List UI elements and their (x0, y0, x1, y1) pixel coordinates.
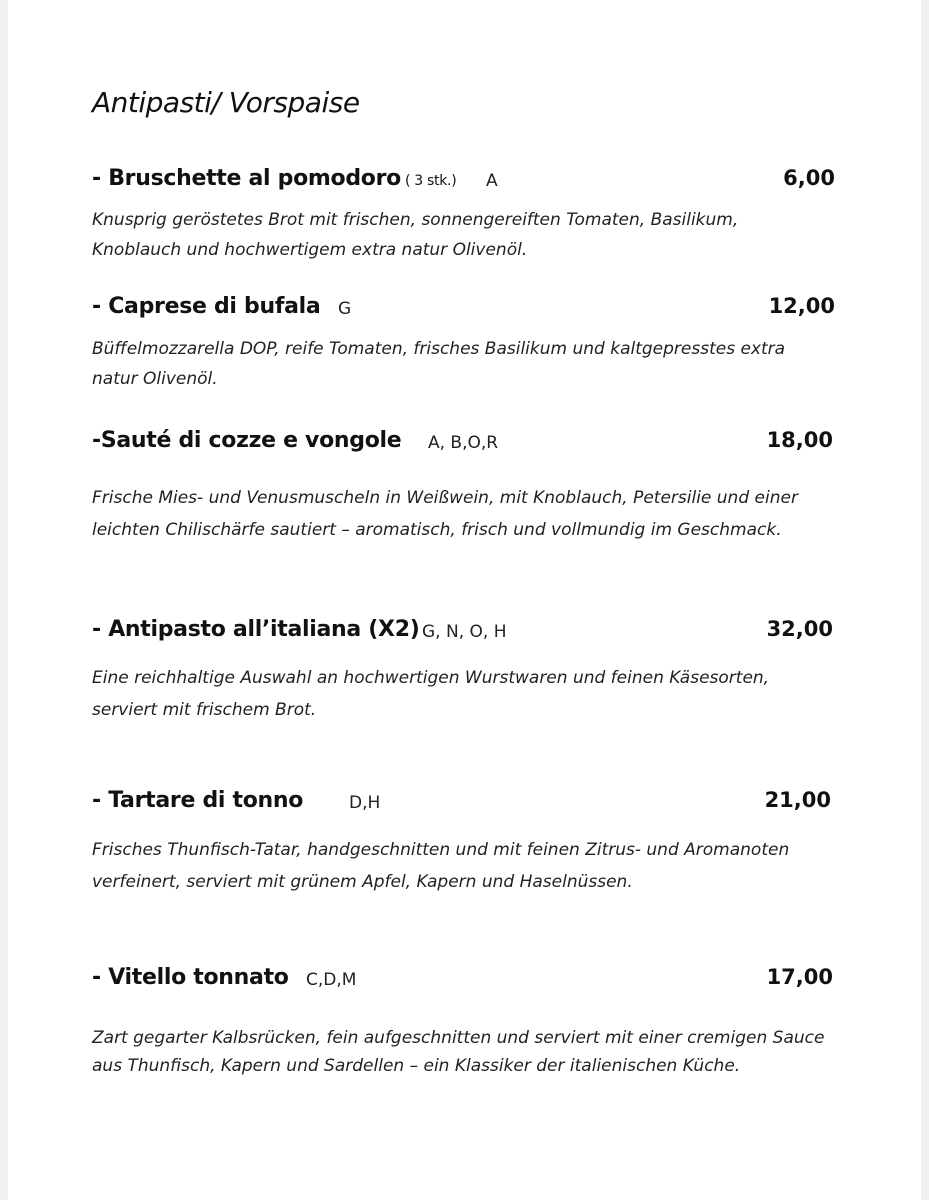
item-description: Büffelmozzarella DOP, reife Tomaten, frisches Basilikum und kaltgepresstes extra natur Olivenöl. (92, 339, 786, 389)
item-allergens: D,H (349, 793, 381, 813)
item-name: - Tartare di tonno (92, 788, 304, 813)
item-name: - Vitello tonnato (92, 965, 289, 990)
menu-page (8, 0, 921, 1200)
menu-item-tartare (92, 788, 835, 820)
item-allergens: A (486, 171, 498, 191)
menu-item-saute (92, 428, 835, 460)
item-portion: ( 3 stk.) (404, 173, 457, 189)
item-description: Zart gegarter Kalbsrücken, fein aufgeschnitten und serviert mit einer cremigen Sauce aus Thunfisch, Kapern und Sardellen – ein Klassiker der italienischen Küche. (92, 1028, 825, 1076)
item-name: -Sauté di cozze e vongole (92, 428, 402, 453)
menu-item-antipasto (92, 617, 835, 649)
section-title: Antipasti/ Vorspaise (92, 86, 360, 119)
item-name: - Antipasto all’italiana (X2) (92, 617, 420, 642)
item-price: 12,00 (768, 294, 835, 318)
item-price: 6,00 (783, 166, 835, 190)
item-price: 21,00 (764, 788, 831, 812)
item-allergens: A, B,O,R (428, 433, 499, 453)
menu-item-bruschette (92, 166, 835, 198)
item-allergens: C,D,M (306, 970, 357, 990)
item-name: - Bruschette al pomodoro ( 3 stk.) (92, 166, 457, 191)
menu-item-caprese (92, 294, 835, 326)
item-description: Knusprig geröstetes Brot mit frischen, sonnengereiften Tomaten, Basilikum, Knoblauch und hochwertigem extra natur Olivenöl. (92, 210, 739, 260)
item-price: 32,00 (766, 617, 833, 641)
item-description: Eine reichhaltige Auswahl an hochwertigen Wurstwaren und feinen Käsesorten, serviert mit frischem Brot. (92, 668, 770, 720)
item-name: - Caprese di bufala (92, 294, 321, 319)
menu-item-vitello (92, 965, 835, 997)
item-allergens: G (338, 299, 352, 319)
item-description: Frische Mies- und Venusmuscheln in Weißwein, mit Knoblauch, Petersilie und einer leichten Chilischärfe sautiert – aromatisch, frisch und vollmundig im Geschmack. (92, 488, 798, 540)
item-allergens: G, N, O, H (422, 622, 507, 642)
item-description: Frisches Thunfisch-Tatar, handgeschnitten und mit feinen Zitrus- und Aromanoten verfeinert, serviert mit grünem Apfel, Kapern und Haselnüssen. (92, 840, 790, 892)
item-price: 18,00 (766, 428, 833, 452)
item-price: 17,00 (766, 965, 833, 989)
